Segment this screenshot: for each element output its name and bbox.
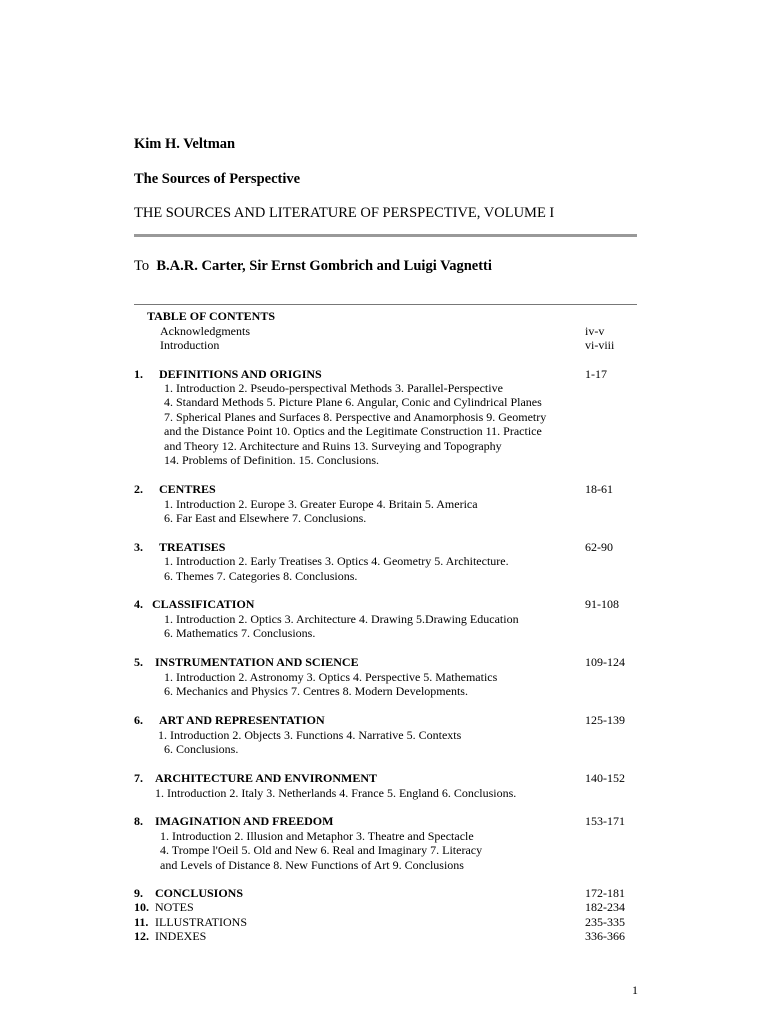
chapter-pages: 91-108 <box>585 597 619 611</box>
chapter-number: 2. <box>134 482 143 496</box>
chapter-title: ART AND REPRESENTATION <box>159 713 325 727</box>
chapter-pages: 62-90 <box>585 540 613 554</box>
chapter-title: CONCLUSIONS <box>155 886 244 900</box>
chapter-title: ARCHITECTURE AND ENVIRONMENT <box>155 771 378 785</box>
chapter-section-line: 1. Introduction 2. Objects 3. Functions 4. Narrative 5. Contexts <box>158 728 462 742</box>
chapter-pages: 182-234 <box>585 900 625 914</box>
chapter-pages: 153-171 <box>585 814 625 828</box>
chapter-number: 4. <box>134 597 143 611</box>
chapter-pages: 109-124 <box>585 655 625 669</box>
chapter-number: 12. <box>134 929 149 943</box>
chapter-pages: 235-335 <box>585 915 625 929</box>
chapter-section-line: 7. Spherical Planes and Surfaces 8. Perspective and Anamorphosis 9. Geometry <box>164 410 547 424</box>
chapter-section-line: 4. Standard Methods 5. Picture Plane 6. Angular, Conic and Cylindrical Planes <box>164 395 542 409</box>
chapter-section-line: 6. Mechanics and Physics 7. Centres 8. Modern Developments. <box>164 684 468 698</box>
chapter-pages: 125-139 <box>585 713 625 727</box>
series-title: THE SOURCES AND LITERATURE OF PERSPECTIVE, VOLUME I <box>134 205 555 221</box>
chapter-section-line: 6. Far East and Elsewhere 7. Conclusions. <box>164 511 367 525</box>
chapter-number: 3. <box>134 540 143 554</box>
chapter-title: INSTRUMENTATION AND SCIENCE <box>155 655 359 669</box>
chapter-section-line: 1. Introduction 2. Europe 3. Greater Europe 4. Britain 5. America <box>164 497 478 511</box>
author-name: Kim H. Veltman <box>134 136 236 152</box>
toc-front-pages: iv-v <box>585 324 605 338</box>
dedication-names: B.A.R. Carter, Sir Ernst Gombrich and Luigi Vagnetti <box>156 258 492 274</box>
chapter-title: ILLUSTRATIONS <box>155 915 247 929</box>
toc-front-label: Introduction <box>160 338 220 352</box>
chapter-title: INDEXES <box>155 929 207 943</box>
chapter-section-line: 6. Mathematics 7. Conclusions. <box>164 626 316 640</box>
chapter-section-line: 1. Introduction 2. Astronomy 3. Optics 4. Perspective 5. Mathematics <box>164 670 498 684</box>
chapter-title: CLASSIFICATION <box>152 597 255 611</box>
chapter-section-line: 1. Introduction 2. Early Treatises 3. Optics 4. Geometry 5. Architecture. <box>164 554 509 568</box>
chapter-number: 6. <box>134 713 143 727</box>
chapter-section-line: and Levels of Distance 8. New Functions of Art 9. Conclusions <box>160 858 464 872</box>
chapter-pages: 1-17 <box>585 367 607 381</box>
chapter-number: 10. <box>134 900 149 914</box>
book-title: The Sources of Perspective <box>134 171 301 187</box>
chapter-title: IMAGINATION AND FREEDOM <box>155 814 334 828</box>
chapter-section-line: 4. Trompe l'Oeil 5. Old and New 6. Real and Imaginary 7. Literacy <box>160 843 483 857</box>
divider-thin <box>134 304 637 305</box>
chapter-pages: 336-366 <box>585 929 625 943</box>
dedication <box>134 258 492 275</box>
toc-title: TABLE OF CONTENTS <box>147 309 276 323</box>
chapter-pages: 172-181 <box>585 886 625 900</box>
divider-thick <box>134 234 637 237</box>
chapter-section-line: 1. Introduction 2. Italy 3. Netherlands 4. France 5. England 6. Conclusions. <box>155 786 517 800</box>
chapter-pages: 140-152 <box>585 771 625 785</box>
chapter-section-line: 1. Introduction 2. Optics 3. Architecture 4. Drawing 5.Drawing Education <box>164 612 519 626</box>
chapter-section-line: and Theory 12. Architecture and Ruins 13. Surveying and Topography <box>164 439 502 453</box>
toc-front-pages: vi-viii <box>585 338 615 352</box>
chapter-section-line: 1. Introduction 2. Illusion and Metaphor 3. Theatre and Spectacle <box>160 829 474 843</box>
chapter-pages: 18-61 <box>585 482 613 496</box>
chapter-number: 5. <box>134 655 143 669</box>
chapter-title: TREATISES <box>159 540 226 554</box>
chapter-title: CENTRES <box>159 482 216 496</box>
chapter-number: 11. <box>134 915 149 929</box>
chapter-number: 8. <box>134 814 143 828</box>
chapter-section-line: 14. Problems of Definition. 15. Conclusions. <box>164 453 379 467</box>
chapter-section-line: 6. Themes 7. Categories 8. Conclusions. <box>164 569 358 583</box>
dedication-prefix: To <box>134 258 150 274</box>
chapter-title: DEFINITIONS AND ORIGINS <box>159 367 322 381</box>
chapter-section-line: 1. Introduction 2. Pseudo-perspectival Methods 3. Parallel-Perspective <box>164 381 503 395</box>
chapter-title: NOTES <box>155 900 194 914</box>
chapter-number: 1. <box>134 367 143 381</box>
page-number: 1 <box>632 983 638 997</box>
chapter-number: 7. <box>134 771 143 785</box>
chapter-number: 9. <box>134 886 143 900</box>
toc-front-label: Acknowledgments <box>160 324 250 338</box>
chapter-section-line: and the Distance Point 10. Optics and the Legitimate Construction 11. Practice <box>164 424 542 438</box>
chapter-section-line: 6. Conclusions. <box>164 742 239 756</box>
